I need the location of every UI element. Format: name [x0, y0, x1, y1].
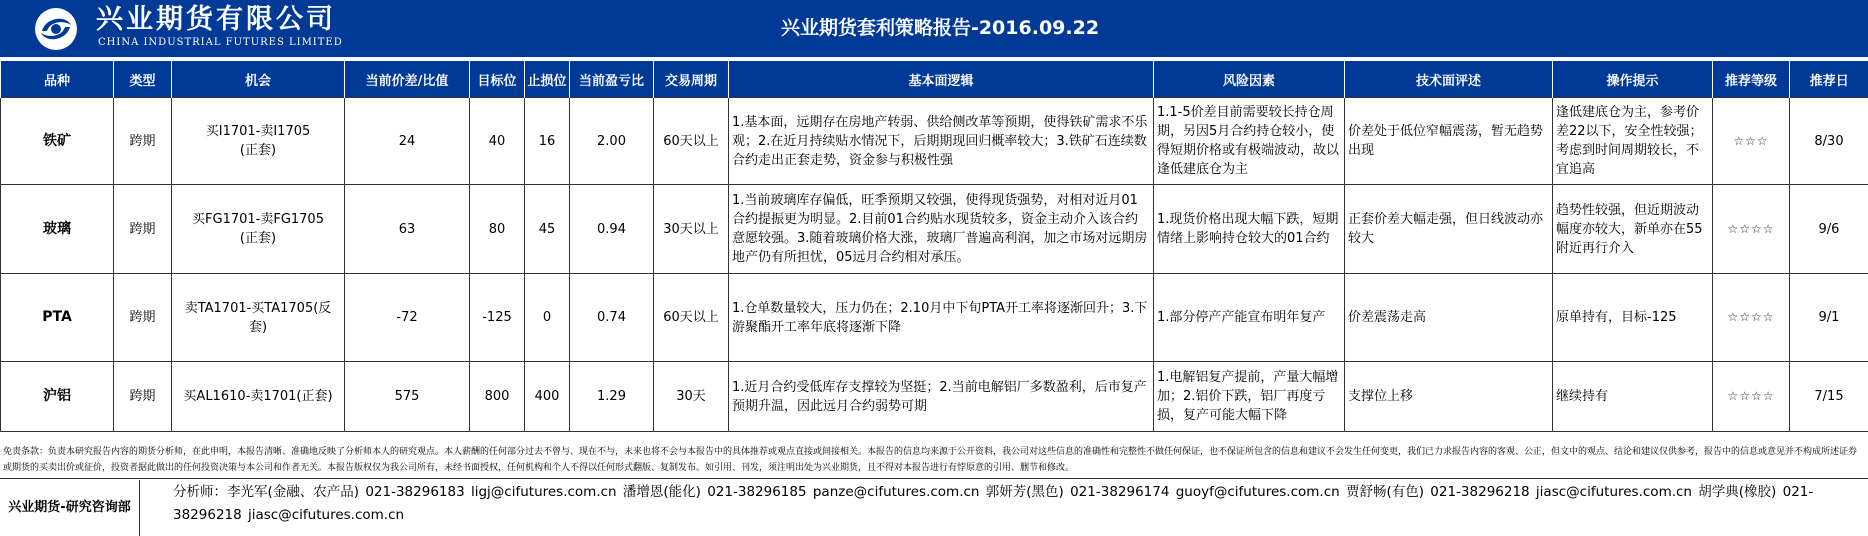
- cell-stop: 0: [525, 274, 570, 362]
- cell-technical: 价差处于低位窄幅震荡，暂无趋势出现: [1345, 98, 1553, 185]
- col-header-technical: 技术面评述: [1345, 61, 1553, 98]
- cell-period: 60天以上: [654, 274, 729, 362]
- cell-risk: 1.现货价格出现大幅下跌，短期情绪上影响持仓较大的01合约: [1154, 185, 1345, 274]
- cell-fundamental: 1.仓单数量较大，压力仍在；2.10月中下旬PTA开工率将逐渐回升；3.下游聚酯开工率年底将逐渐下降: [729, 274, 1154, 362]
- cell-tip: 逢低建底仓为主，参考价差22以下，安全性较强；考虑到时间周期较长，不宜追高: [1553, 98, 1713, 185]
- col-header-tip: 操作提示: [1553, 61, 1713, 98]
- cell-product: 铁矿: [1, 98, 114, 185]
- cell-spread: 63: [345, 185, 470, 274]
- cell-type: 跨期: [114, 185, 172, 274]
- table-row-pta: [1, 274, 1868, 362]
- col-header-rating: 推荐等级: [1713, 61, 1790, 98]
- cell-tip: 趋势性较强，但近期波动幅度亦较大，新单亦在55附近再行介入: [1553, 185, 1713, 274]
- cell-fundamental: 1.当前玻璃库存偏低，旺季预期又较强，使得现货强势，对相对近月01合约提振更为明显。2.目前01合约贴水现货较多，资金主动介入该合约意愿较强。3.随着玻璃价格大涨，玻璃厂普遍高利润，加之市场对远期房地产仍有所担忧，05远月合约相对承压。: [729, 185, 1154, 274]
- cell-ratio: 2.00: [570, 98, 654, 185]
- cell-risk: 1.部分停产产能宣布明年复产: [1154, 274, 1345, 362]
- report-header: [0, 0, 1868, 57]
- opportunity-line2: 套): [248, 319, 268, 335]
- company-name-cn: 兴业期货有限公司: [96, 4, 336, 35]
- cell-stop: 400: [525, 362, 570, 432]
- cell-technical: 支撑位上移: [1345, 362, 1553, 432]
- cell-rating: ☆☆☆☆: [1713, 362, 1790, 432]
- col-header-type: 类型: [114, 61, 172, 98]
- col-header-date: 推荐日: [1790, 61, 1868, 98]
- table-row-aluminum: [1, 362, 1868, 432]
- opportunity-line2: (正套): [239, 143, 277, 158]
- contact-info: 分析师：李光军(金融、农产品) 021-38296183 ligj@cifutures.com.cn 潘增恩(能化) 021-38296185 panze@cifutures.com.cn 郭妍芳(黑色) 021-38296174 guoyf@cifutures.com.cn 贾舒畅(有色) 021-38296218 jiasc@cifutures.com.cn 胡学典(橡胶) 021-38296218 jiasc@cifutures.com.cn: [173, 484, 1814, 523]
- company-name-en: CHINA INDUSTRIAL FUTURES LIMITED: [98, 37, 343, 48]
- table-row-glass: [1, 185, 1868, 274]
- cell-type: 跨期: [114, 274, 172, 362]
- cell-technical: 价差震荡走高: [1345, 274, 1553, 362]
- opportunity-line1: 买I1701-卖I1705: [205, 124, 311, 139]
- cell-target: 40: [470, 98, 525, 185]
- cell-target: 80: [470, 185, 525, 274]
- col-header-ratio: 当前盈亏比: [570, 61, 654, 98]
- opportunity-line1: 买AL1610-卖1701(正套): [183, 389, 333, 404]
- col-header-fundamental: 基本面逻辑: [729, 61, 1154, 98]
- cell-ratio: 0.94: [570, 185, 654, 274]
- company-logo-icon: [34, 7, 78, 51]
- cell-stop: 16: [525, 98, 570, 185]
- cell-spread: 24: [345, 98, 470, 185]
- cell-product: 沪铝: [1, 362, 114, 432]
- strategy-table: [0, 61, 1868, 432]
- cell-type: 跨期: [114, 362, 172, 432]
- col-header-target: 目标位: [470, 61, 525, 98]
- cell-opportunity: [172, 98, 345, 185]
- cell-type: 跨期: [114, 98, 172, 185]
- col-header-opportunity: 机会: [172, 61, 345, 98]
- cell-product: 玻璃: [1, 185, 114, 274]
- cell-stop: 45: [525, 185, 570, 274]
- table-row-iron-ore: [1, 98, 1868, 185]
- cell-fundamental: 1.近月合约受低库存支撑较为坚挺；2.当前电解铝厂多数盈利，后市复产预期升温，因此远月合约弱势可期: [729, 362, 1154, 432]
- col-header-period: 交易周期: [654, 61, 729, 98]
- cell-date: 7/15: [1790, 362, 1868, 432]
- cell-date: 9/6: [1790, 185, 1868, 274]
- cell-fundamental: 1.基本面，远期存在房地产转弱、供给侧改革等预期，使得铁矿需求不乐观；2.在近月持续贴水情况下，后期期现回归概率较大；3.铁矿石连续数合约走出正套走势，资金参与积极性强: [729, 98, 1154, 185]
- cell-ratio: 1.29: [570, 362, 654, 432]
- col-header-risk: 风险因素: [1154, 61, 1345, 98]
- cell-date: 8/30: [1790, 98, 1868, 185]
- cell-period: 30天: [654, 362, 729, 432]
- cell-spread: 575: [345, 362, 470, 432]
- cell-technical: 正套价差大幅走强，但日线波动亦较大: [1345, 185, 1553, 274]
- col-header-stop: 止损位: [525, 61, 570, 98]
- table-header-row: [1, 61, 1868, 98]
- cell-ratio: 0.74: [570, 274, 654, 362]
- cell-date: 9/1: [1790, 274, 1868, 362]
- cell-risk: 1.电解铝复产提前，产量大幅增加；2.铝价下跌，铝厂再度亏损，复产可能大幅下降: [1154, 362, 1345, 432]
- cell-period: 60天以上: [654, 98, 729, 185]
- cell-target: -125: [470, 274, 525, 362]
- report-title: 兴业期货套利策略报告-2016.09.22: [780, 17, 1100, 39]
- col-header-spread: 当前价差/比值: [345, 61, 470, 98]
- col-header-product: 品种: [1, 61, 114, 98]
- cell-tip: 原单持有，目标-125: [1553, 274, 1713, 362]
- opportunity-line1: 卖TA1701-买TA1705(反: [184, 300, 332, 316]
- cell-opportunity: [172, 274, 345, 362]
- cell-rating: ☆☆☆☆: [1713, 274, 1790, 362]
- disclaimer: 免责条款：负责本研究报告内容的期货分析师，在此申明，本报告清晰、准确地反映了分析师本人的研究观点。本人薪酬的任何部分过去不曾与、现在不与，未来也将不会与本报告中的具体推荐或观点直接或间接相关。本报告的信息均来源于公开资料，我公司对这些信息的准确性和完整性不做任何保证，也不保证所包含的信息和建议不会发生任何变更，我们已力求报告内容的客观、公正，但文中的观点、结论和建议仅供参考，报告中的信息或意见并不构成所述证券或期货的买卖出价或征价，投资者据此做出的任何投资决策与本公司和作者无关。本报告版权仅为我公司所有，未经书面授权，任何机构和个人不得以任何形式翻版、复制发布。如引用、刊发，须注明出处为兴业期货，且不得对本报告进行有悖原意的引用、删节和修改。: [0, 444, 1868, 479]
- cell-risk: 1.1-5价差目前需要较长持仓周期，另因5月合约持仓较小，使得短期价格或有极端波动，故以逢低建底仓为主: [1154, 98, 1345, 185]
- contact-label: 兴业期货-研究咨询部: [0, 480, 140, 536]
- opportunity-line2: (正套): [239, 231, 277, 246]
- cell-rating: ☆☆☆: [1713, 98, 1790, 185]
- cell-rating: ☆☆☆☆: [1713, 185, 1790, 274]
- cell-spread: -72: [345, 274, 470, 362]
- cell-period: 30天以上: [654, 185, 729, 274]
- cell-tip: 继续持有: [1553, 362, 1713, 432]
- cell-opportunity: [172, 185, 345, 274]
- cell-opportunity: [172, 362, 345, 432]
- cell-target: 800: [470, 362, 525, 432]
- cell-product: PTA: [1, 274, 114, 362]
- opportunity-line1: 买FG1701-卖FG1705: [192, 212, 324, 227]
